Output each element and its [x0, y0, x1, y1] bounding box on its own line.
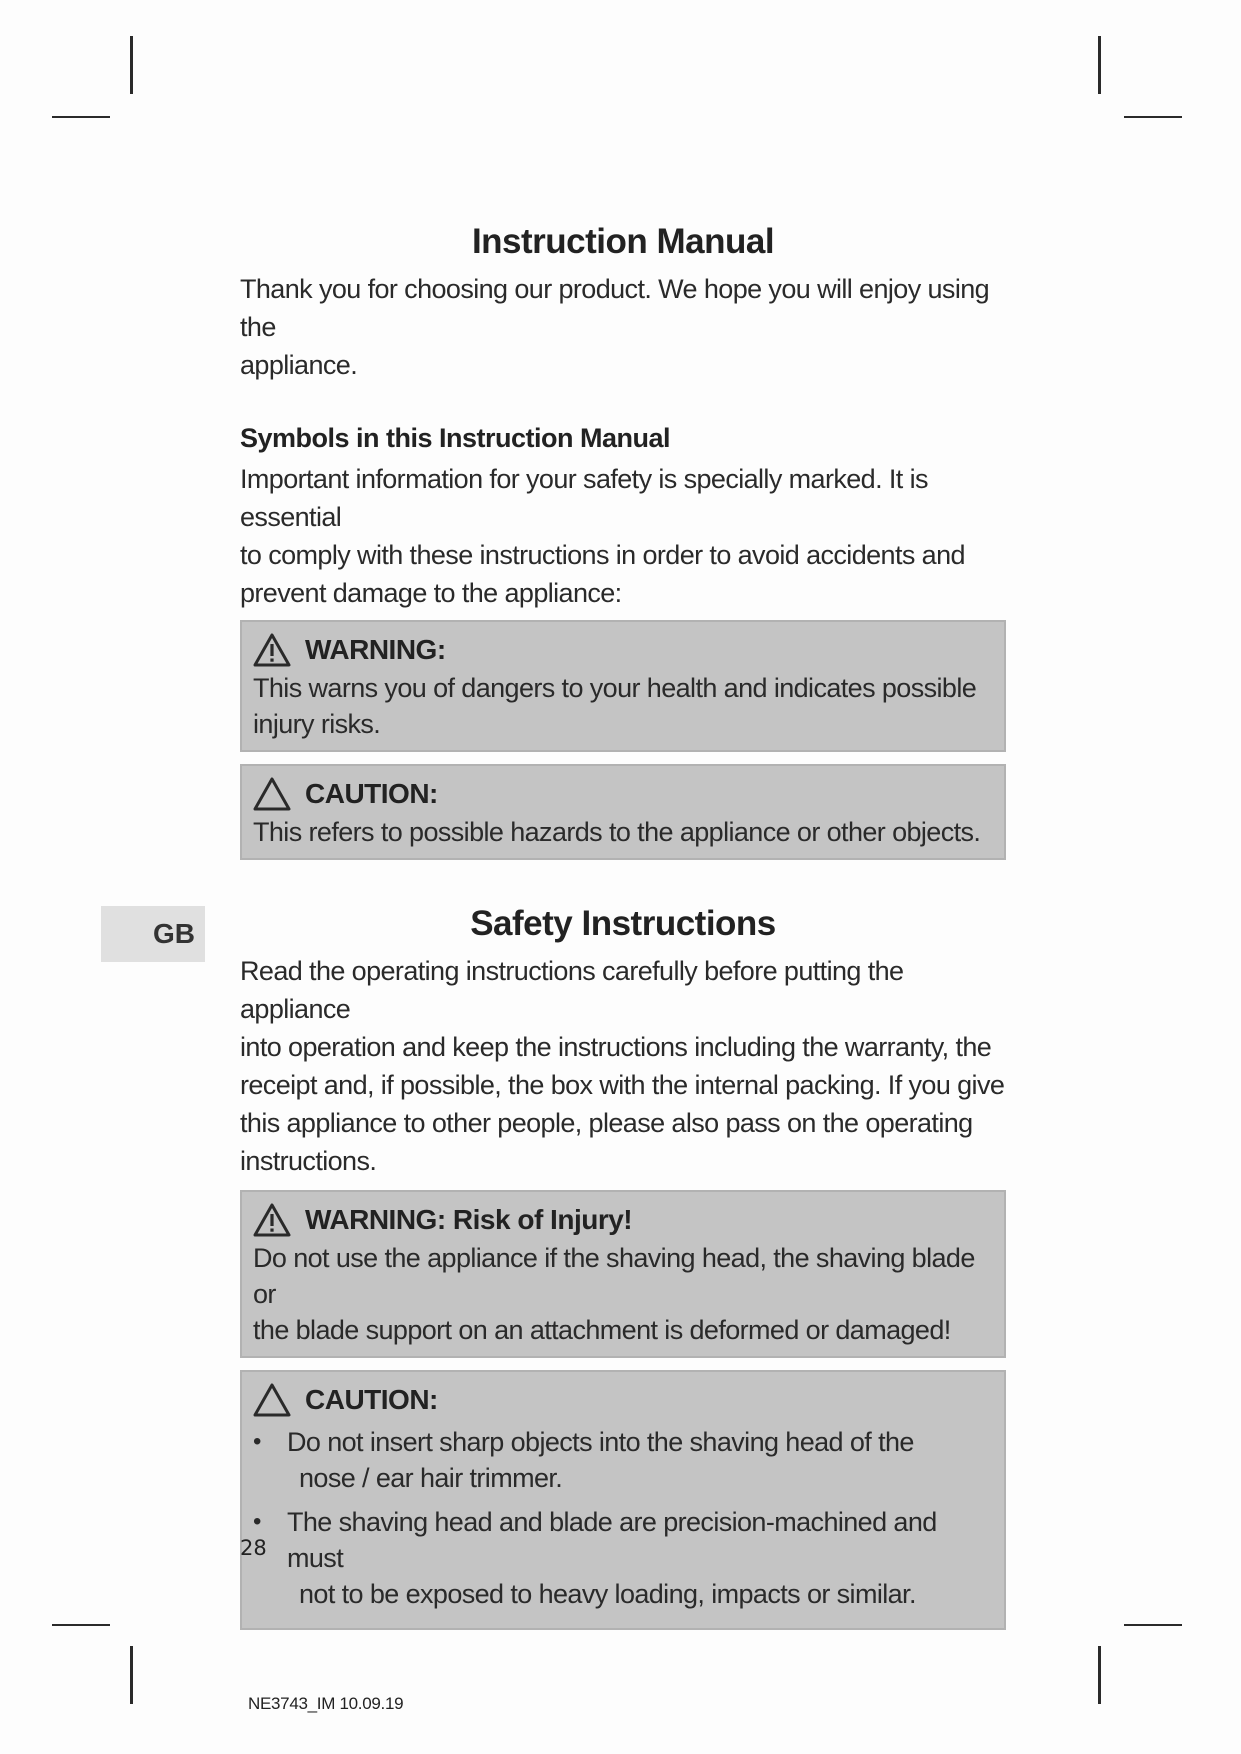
page-content — [240, 218, 1006, 1630]
list-item — [253, 1504, 992, 1612]
injury-warning-line: the blade support on an attachment is deformed or damaged! — [253, 1315, 951, 1345]
crop-mark — [52, 1624, 110, 1626]
caution-box-header — [253, 774, 992, 814]
page-number: 28 — [240, 1536, 267, 1560]
crop-mark — [52, 116, 110, 118]
intro-line: appliance. — [240, 350, 358, 380]
footer-code: NE3743_IM 10.09.19 — [248, 1694, 404, 1713]
injury-warning-line: Do not use the appliance if the shaving head, the shaving blade or — [253, 1243, 975, 1309]
crop-mark — [130, 1646, 133, 1704]
symbols-heading: Symbols in this Instruction Manual — [240, 423, 671, 453]
caution-box — [240, 764, 1006, 860]
language-tab — [101, 906, 205, 962]
symbols-line: Important information for your safety is specially marked. It is essential — [240, 464, 928, 532]
bullet-line: not to be exposed to heavy loading, impacts or similar. — [299, 1579, 916, 1609]
safety-line: Read the operating instructions carefully before putting the appliance — [240, 956, 904, 1024]
injury-warning-label: WARNING: Risk of Injury! — [305, 1204, 633, 1235]
warning-text — [253, 670, 992, 742]
injury-warning-box — [240, 1190, 1006, 1358]
warning-line: injury risks. — [253, 709, 381, 739]
caution-label: CAUTION: — [305, 778, 438, 809]
crop-mark — [130, 36, 133, 94]
caution-box-2-header — [253, 1380, 992, 1420]
caution-text — [253, 814, 992, 850]
symbols-line: to comply with these instructions in order to avoid accidents and — [240, 540, 965, 570]
safety-line: this appliance to other people, please also pass on the operating — [240, 1108, 973, 1138]
crop-mark — [1124, 1624, 1182, 1626]
warning-label: WARNING: — [305, 634, 446, 665]
injury-warning-header — [253, 1200, 992, 1240]
caution-line: This refers to possible hazards to the appliance or other objects. — [253, 817, 981, 847]
caution-2-label: CAUTION: — [305, 1384, 438, 1415]
warning-triangle-icon — [253, 633, 291, 667]
warning-box — [240, 620, 1006, 752]
caution-triangle-icon — [253, 1383, 291, 1417]
caution-bullet-list — [253, 1424, 992, 1612]
safety-paragraph — [240, 952, 1006, 1180]
safety-line: into operation and keep the instructions including the warranty, the — [240, 1032, 992, 1062]
caution-box-2 — [240, 1370, 1006, 1630]
safety-line: instructions. — [240, 1146, 377, 1176]
bullet-line: Do not insert sharp objects into the shaving head of the — [287, 1427, 914, 1457]
page-title: Instruction Manual — [471, 222, 775, 261]
symbols-paragraph — [240, 460, 1006, 612]
intro-paragraph — [240, 270, 1006, 384]
warning-box-header — [253, 630, 992, 670]
bullet-line: The shaving head and blade are precision-machined and must — [287, 1507, 937, 1573]
crop-mark — [1098, 36, 1101, 94]
caution-triangle-icon — [253, 777, 291, 811]
bullet-line: nose / ear hair trimmer. — [299, 1463, 563, 1493]
list-item — [253, 1424, 992, 1496]
warning-triangle-icon — [253, 1203, 291, 1237]
injury-warning-text — [253, 1240, 992, 1348]
safety-line: receipt and, if possible, the box with the internal packing. If you give — [240, 1070, 1005, 1100]
crop-mark — [1124, 116, 1182, 118]
intro-line: Thank you for choosing our product. We hope you will enjoy using the — [240, 274, 990, 342]
warning-line: This warns you of dangers to your health and indicates possible — [253, 673, 977, 703]
language-tab-label: GB — [153, 918, 195, 949]
symbols-line: prevent damage to the appliance: — [240, 578, 622, 608]
crop-mark — [1098, 1646, 1101, 1704]
safety-title: Safety Instructions — [470, 904, 776, 943]
